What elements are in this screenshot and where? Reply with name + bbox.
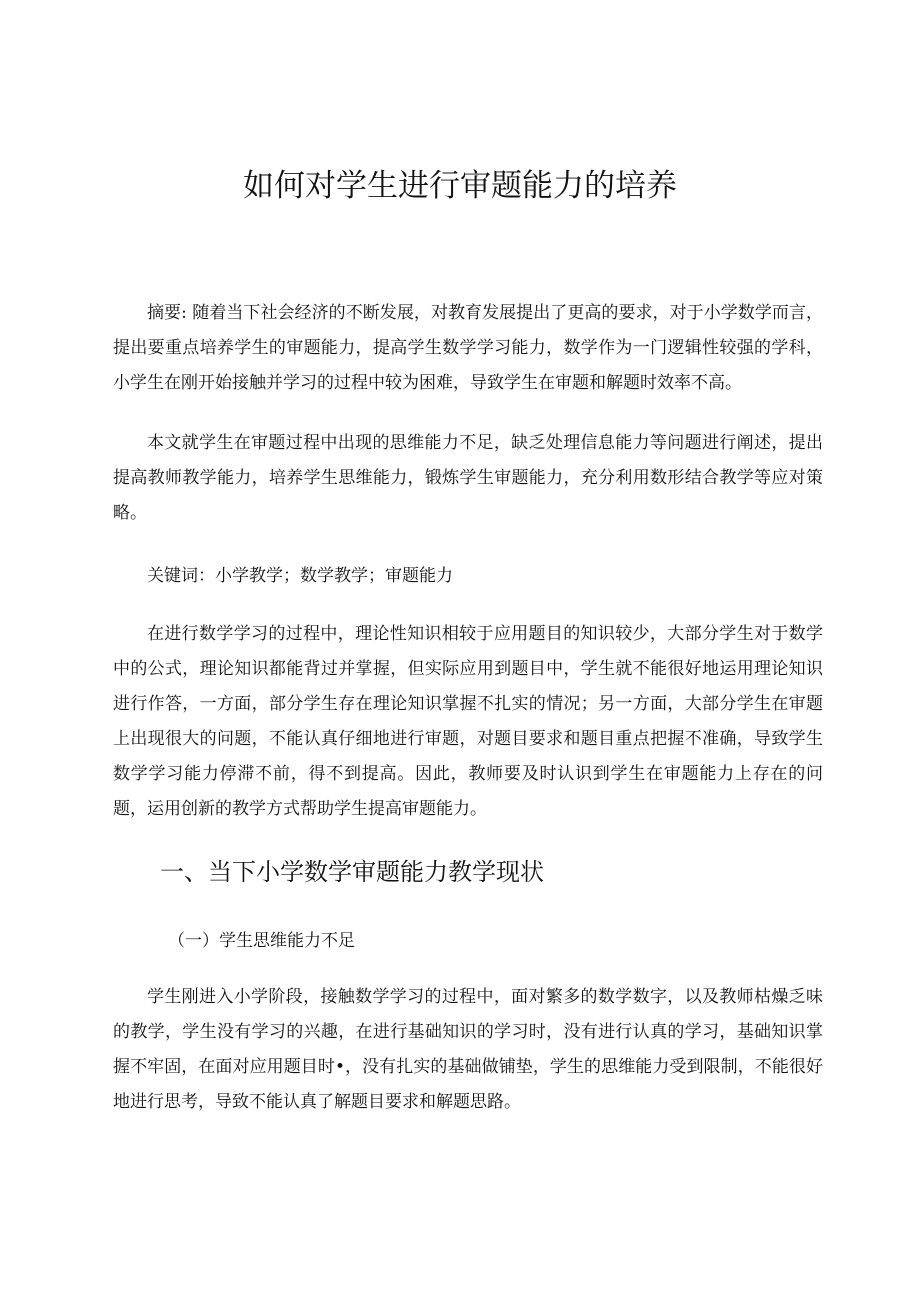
document-title: 如何对学生进行审题能力的培养 [243, 168, 677, 204]
keywords-line: 关键词：小学教学；数学教学；审题能力 [147, 566, 453, 586]
summary-paragraph: 本文就学生在审题过程中出现的思维能力不足，缺乏处理信息能力等问题进行阐述，提出提高教师教学能力，培养学生思维能力，锻炼学生审题能力，充分利用数形结合教学等应对策略。 [113, 433, 823, 523]
intro-paragraph: 在进行数学学习的过程中，理论性知识相较于应用题目的知识较少，大部分学生对于数学中的公式，理论知识都能背过并掌握，但实际应用到题目中，学生就不能很好地运用理论知识进行作答，一方面，部分学生存在理论知识掌握不扎实的情况；另一方面，大部分学生在审题上出现很大的问题，不能认真仔细地进行审题，对题目要求和题目重点把握不准确，导致学生数学学习能力停滞不前，得不到提高。因此，教师要及时认识到学生在审题能力上存在的问题，运用创新的教学方式帮助学生提高审题能力。 [113, 624, 823, 819]
section-heading: 一、当下小学数学审题能力教学现状 [160, 858, 544, 886]
subsection-heading: （一）学生思维能力不足 [168, 931, 355, 951]
subsection-body-paragraph: 学生刚进入小学阶段，接触数学学习的过程中，面对繁多的数学数字，以及教师枯燥乏味的教学，学生没有学习的兴趣，在进行基础知识的学习时，没有进行认真的学习，基础知识掌握不牢固，在面对应用题目时•，没有扎实的基础做铺垫，学生的思维能力受到限制，不能很好地进行思考，导致不能认真了解题目要求和解题思路。 [113, 987, 823, 1112]
abstract-paragraph: 摘要: 随着当下社会经济的不断发展，对教育发展提出了更高的要求，对于小学数学而言，提出要重点培养学生的审题能力，提高学生数学学习能力，数学作为一门逻辑性较强的学科，小学生在刚开始接触并学习的过程中较为困难，导致学生在审题和解题时效率不高。 [113, 303, 823, 393]
